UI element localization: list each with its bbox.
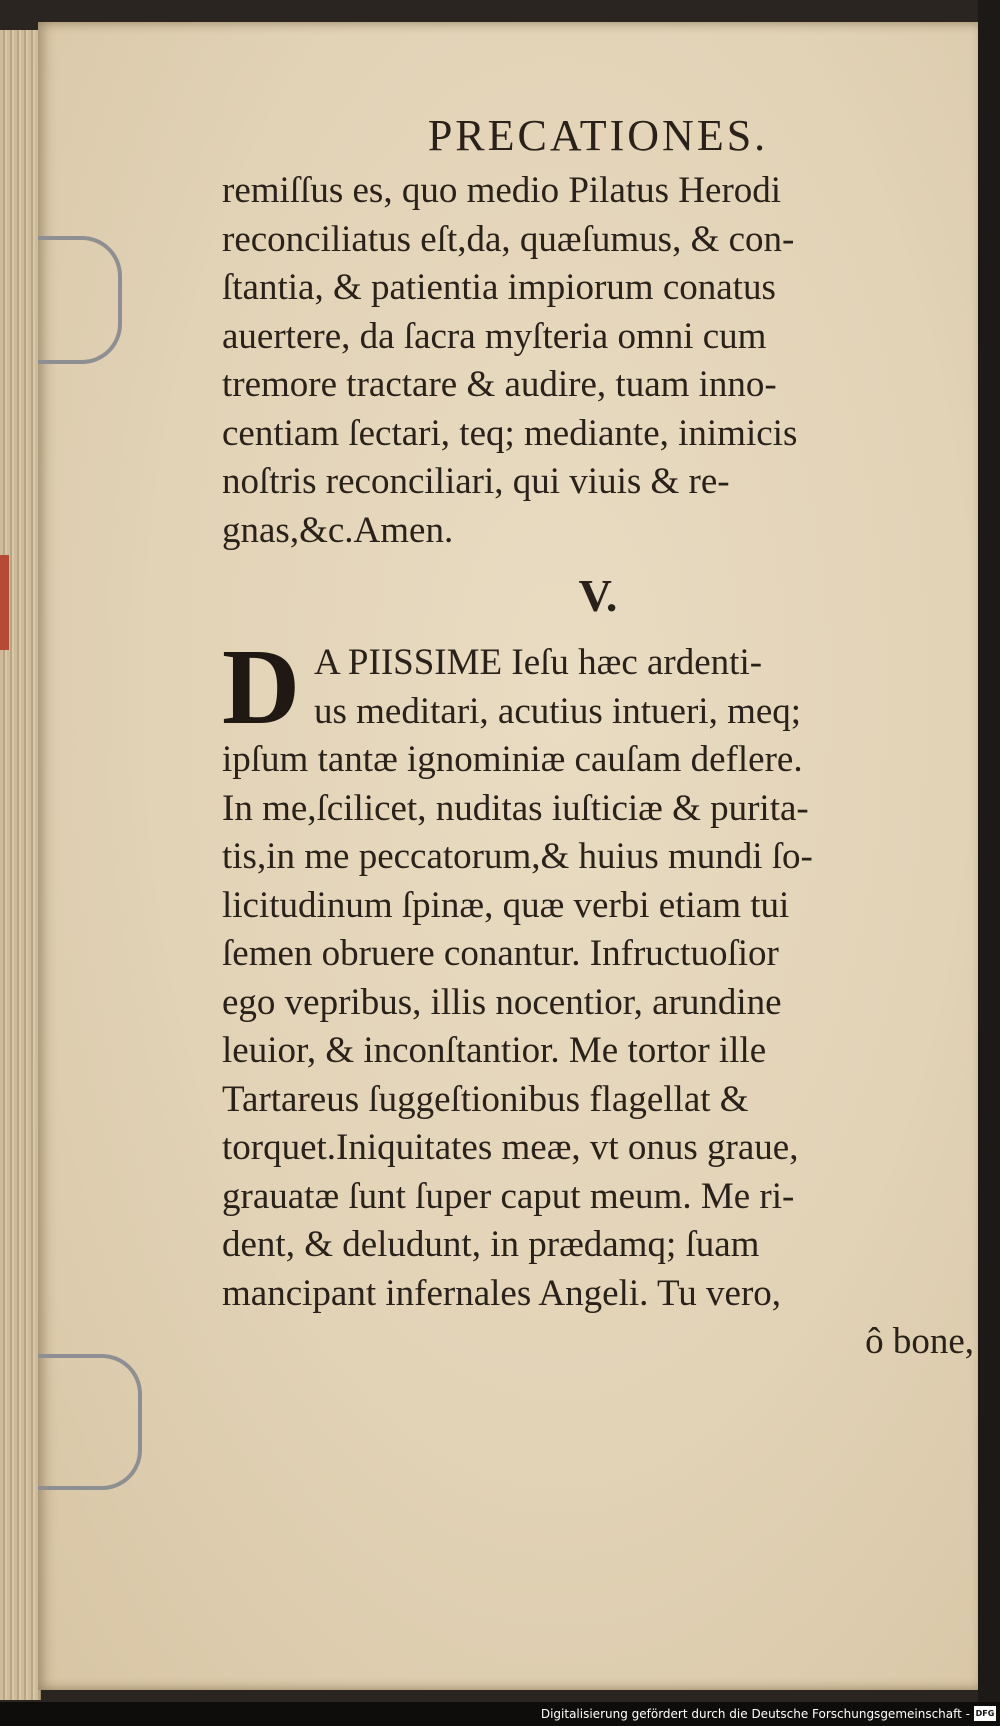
text-line: us meditari, acutius intueri, meq; — [314, 690, 802, 732]
digitization-footer — [0, 1702, 1000, 1726]
text-line: ipſum tantæ ignominiæ cauſam deflere. — [222, 739, 803, 780]
page-clip-bottom — [38, 1354, 142, 1490]
text-line: ſtantia, & patientia impiorum conatus — [222, 267, 776, 308]
text-line: grauatæ ſunt ſuper caput meum. Me ri- — [222, 1175, 795, 1217]
text-line: ſemen obruere conantur. Infructuoſior — [222, 933, 779, 974]
text-line: ego vepribus, illis nocentior, arundine — [222, 981, 782, 1023]
page-clip-top — [38, 236, 122, 364]
section-number: V. — [578, 570, 618, 621]
page-edges — [0, 30, 41, 1700]
text-line: A PIISSIME Ieſu hæc ardenti- — [314, 642, 763, 683]
text-line: dent, & deludunt, in prædamq; ſuam — [222, 1224, 760, 1265]
text-line: noſtris reconciliari, qui viuis & re- — [222, 461, 730, 502]
text-line: remiſſus es, quo medio Pilatus Herodi — [222, 170, 782, 211]
page-text — [222, 110, 974, 1367]
running-head: PRECATIONES. — [427, 111, 769, 160]
text-line: Tartareus ſuggeſtionibus flagellat & — [222, 1078, 749, 1120]
text-line: mancipant infernales Angeli. Tu vero, — [222, 1272, 782, 1314]
drop-cap: D — [222, 628, 300, 747]
catchword: ô bone, — [865, 1321, 974, 1362]
paragraph-1 — [222, 167, 974, 555]
text-line: In me,ſcilicet, nuditas iuſticiæ & purita- — [222, 787, 809, 829]
page-marker — [0, 555, 9, 650]
paragraph-2 — [222, 628, 974, 1367]
text-line: tremore tractare & audire, tuam inno- — [222, 364, 777, 405]
funding-credit: Digitalisierung gefördert durch die Deutsche Forschungsgemeinschaft - — [540, 1707, 970, 1721]
text-line: torquet.Iniquitates meæ, vt onus graue, — [222, 1127, 799, 1168]
text-line: leuior, & inconſtantior. Me tortor ille — [222, 1030, 767, 1071]
text-line: tis,in me peccatorum,& huius mundi ſo- — [222, 836, 813, 877]
text-line: licitudinum ſpinæ, quæ verbi etiam tui — [222, 884, 790, 926]
scan-background — [978, 0, 1000, 1726]
text-line: auertere, da ſacra myſteria omni cum — [222, 315, 767, 357]
dfg-logo: DFG — [974, 1706, 996, 1721]
text-line: reconciliatus eſt,da, quæſumus, & con- — [222, 218, 795, 260]
text-line: centiam ſectari, teq; mediante, inimicis — [222, 412, 798, 454]
text-line: gnas,&c.Amen. — [222, 509, 454, 551]
